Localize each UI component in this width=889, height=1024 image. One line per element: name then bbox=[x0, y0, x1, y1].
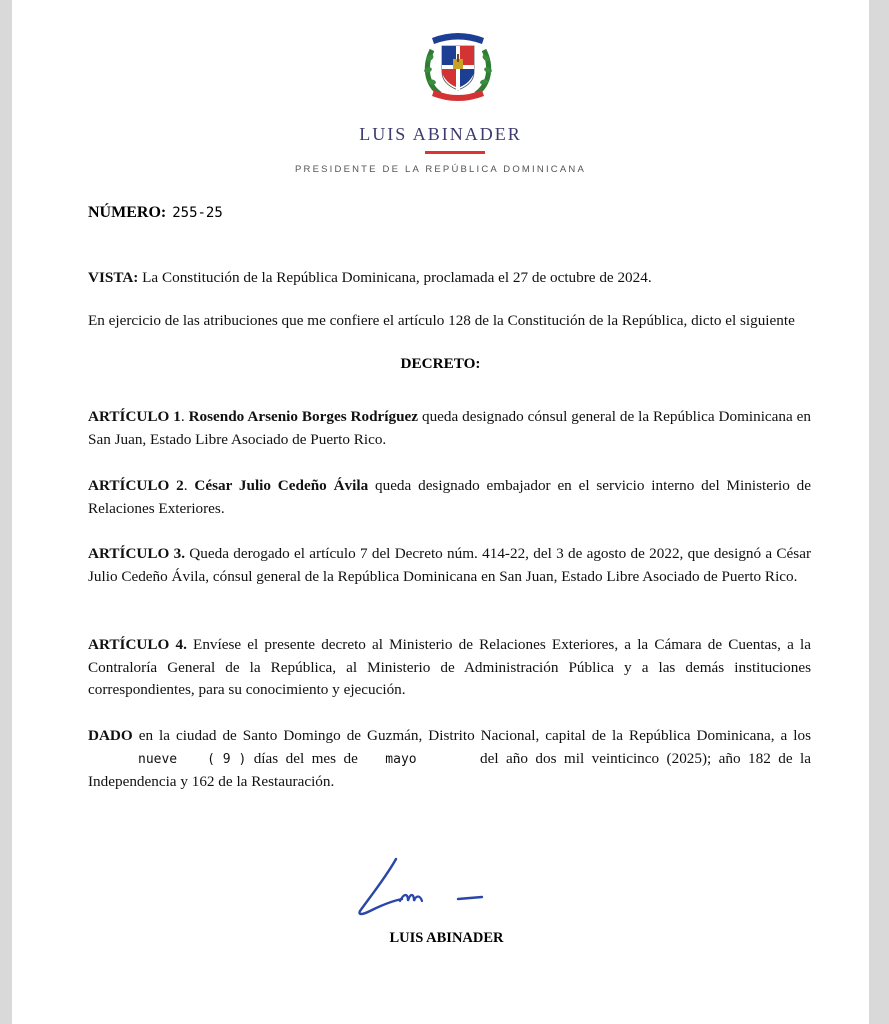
article-4-label: ARTÍCULO 4. bbox=[88, 636, 187, 653]
article-4-text: Envíese el presente decreto al Ministerio de Relaciones Exteriores, a la Cámara de Cuentas, a la Contraloría General de la República, al Ministerio de Administración Pública y a las demás instituciones correspondientes, para su conocimiento y ejecución. bbox=[88, 636, 811, 698]
article-4 bbox=[88, 634, 811, 702]
article-1-text: queda designado cónsul general de la República Dominicana en San Juan, Estado Libre Asociado de Puerto Rico. bbox=[88, 408, 811, 448]
article-1-name: Rosendo Arsenio Borges Rodríguez bbox=[188, 408, 419, 425]
article-1-separator: . bbox=[180, 408, 189, 425]
president-title-header: PRESIDENTE DE LA REPÚBLICA DOMINICANA bbox=[295, 164, 586, 175]
ejercicio-paragraph: En ejercicio de las atribuciones que me confiere el artículo 128 de la Constitución de la República, dicto el siguiente bbox=[88, 312, 795, 329]
decree-number-value: 255-25 bbox=[172, 205, 223, 221]
article-1 bbox=[88, 406, 811, 451]
month-fill: mayo bbox=[385, 751, 417, 767]
article-2 bbox=[88, 475, 811, 520]
header-divider bbox=[425, 151, 485, 154]
decreto-heading: DECRETO: bbox=[400, 355, 481, 372]
vista-text: La Constitución de la República Dominicana, proclamada el 27 de octubre de 2024. bbox=[138, 269, 652, 286]
decree-number bbox=[88, 204, 223, 222]
article-2-name: César Julio Cedeño Ávila bbox=[194, 477, 369, 494]
article-2-separator: . bbox=[183, 477, 195, 494]
day-word-fill: nueve bbox=[138, 751, 178, 767]
vista-label: VISTA: bbox=[88, 269, 139, 286]
article-1-label: ARTÍCULO 1 bbox=[88, 408, 181, 425]
signatory-name: LUIS ABINADER bbox=[389, 930, 504, 946]
article-3 bbox=[88, 543, 811, 588]
dado-label: DADO bbox=[88, 727, 133, 744]
dado-text-1: en la ciudad de Santo Domingo de Guzmán, Distrito Nacional, capital de la República Dominicana, a los bbox=[132, 727, 811, 744]
dado-text-3: del año dos mil veinticinco (2025); año 182 de la Independencia y 162 de la Restauración. bbox=[88, 749, 811, 790]
handwritten-signature bbox=[352, 855, 502, 925]
article-3-label: ARTÍCULO 3. bbox=[88, 545, 186, 562]
document-page bbox=[12, 0, 869, 1024]
article-2-text: queda designado embajador en el servicio interno del Ministerio de Relaciones Exteriores. bbox=[88, 477, 811, 517]
vista-paragraph bbox=[88, 267, 811, 290]
article-2-label: ARTÍCULO 2 bbox=[88, 477, 184, 494]
day-number-fill: ( 9 ) bbox=[207, 751, 247, 767]
coat-of-arms-icon bbox=[418, 26, 498, 102]
article-3-text: Queda derogado el artículo 7 del Decreto núm. 414-22, del 3 de agosto de 2022, que designó a César Julio Cedeño Ávila, cónsul general de la República Dominicana en San Juan, Estado Libre Asociado de Puerto Rico. bbox=[88, 545, 811, 585]
president-name-header: LUIS ABINADER bbox=[359, 124, 522, 144]
decree-number-label: NÚMERO: bbox=[88, 204, 167, 221]
dado-text-2: días del mes de bbox=[246, 749, 366, 767]
dado-paragraph bbox=[88, 725, 811, 794]
